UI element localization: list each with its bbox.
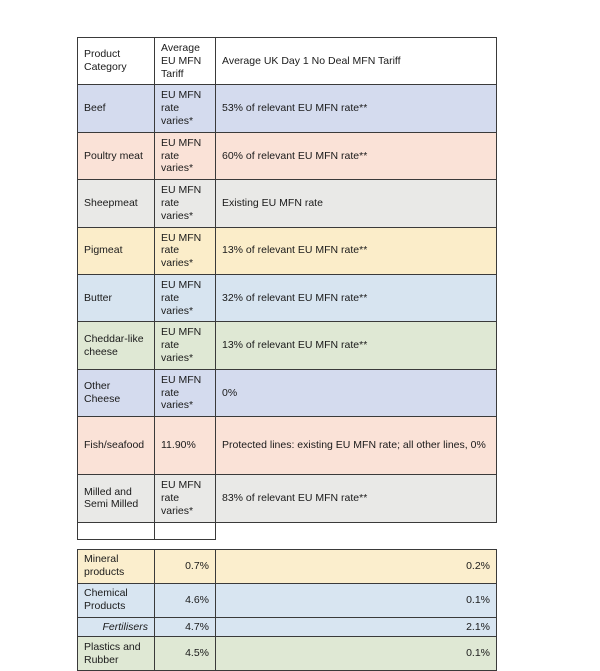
cell-text-line: EU MFN [161, 479, 202, 492]
cell-eu-mfn-tariff: 0.7% [155, 549, 216, 583]
tariff-table-secondary [77, 549, 497, 671]
spacer-cell [78, 522, 155, 539]
cell-product-category: Butter [78, 274, 155, 321]
cell-text-line: EU MFN [161, 184, 202, 197]
tariff-table-container [77, 37, 496, 671]
cell-eu-mfn-tariff [155, 227, 216, 274]
header-line: Average [161, 42, 200, 54]
tariff-table-primary [77, 37, 497, 540]
cell-eu-mfn-tariff [155, 475, 216, 522]
cell-uk-day1-tariff: 0.1% [216, 637, 497, 671]
cell-eu-mfn-tariff [155, 180, 216, 227]
header-line: Category [84, 61, 127, 74]
column-header-uk-day1-tariff: Average UK Day 1 No Deal MFN Tariff [216, 38, 497, 85]
cell-uk-day1-tariff: Existing EU MFN rate [216, 180, 497, 227]
cell-uk-day1-tariff: 32% of relevant EU MFN rate** [216, 274, 497, 321]
cell-uk-day1-tariff: 60% of relevant EU MFN rate** [216, 132, 497, 179]
cell-text-line: EU MFN [161, 326, 202, 339]
cell-eu-mfn-tariff [155, 85, 216, 132]
cell-uk-day1-tariff: 53% of relevant EU MFN rate** [216, 85, 497, 132]
table-body-secondary [78, 549, 497, 671]
table-row [78, 227, 497, 274]
table-row [78, 637, 497, 671]
cell-uk-day1-tariff: Protected lines: existing EU MFN rate; all other lines, 0% [216, 417, 497, 475]
cell-text-line: Products [84, 600, 126, 613]
cell-text-line: Mineral [84, 553, 119, 566]
cell-text-line: cheese [84, 345, 118, 358]
table-row [78, 617, 497, 637]
cell-text-line: rate varies* [161, 291, 194, 317]
table-row [78, 417, 497, 475]
cell-product-category [78, 549, 155, 583]
column-header-eu-mfn-tariff [155, 38, 216, 85]
cell-uk-day1-tariff: 0.2% [216, 549, 497, 583]
header-row [78, 38, 497, 85]
cell-text-line: products [84, 566, 125, 579]
cell-text-line: rate varies* [161, 244, 194, 270]
table-spacer-row [78, 522, 497, 539]
cell-text-line: rate varies* [161, 386, 194, 412]
cell-uk-day1-tariff: 2.1% [216, 617, 497, 637]
table-header [78, 38, 497, 85]
cell-uk-day1-tariff: 0% [216, 369, 497, 416]
cell-text-line: rate varies* [161, 491, 194, 517]
cell-text-line: Rubber [84, 653, 119, 666]
table-body-primary [78, 85, 497, 539]
cell-eu-mfn-tariff: 11.90% [155, 417, 216, 475]
cell-product-category [78, 322, 155, 369]
cell-eu-mfn-tariff: 4.5% [155, 637, 216, 671]
cell-product-category: Fish/seafood [78, 417, 155, 475]
cell-eu-mfn-tariff: 4.6% [155, 583, 216, 617]
cell-product-category: Sheepmeat [78, 180, 155, 227]
table-row [78, 475, 497, 522]
cell-text-line: EU MFN [161, 89, 202, 102]
cell-text-line: rate varies* [161, 196, 194, 222]
cell-text-line: rate varies* [161, 149, 194, 175]
cell-product-category: Other Cheese [78, 369, 155, 416]
cell-text-line: EU MFN [161, 278, 202, 291]
cell-eu-mfn-tariff: 4.7% [155, 617, 216, 637]
cell-text-line: Milled and [84, 485, 132, 498]
cell-text-line: EU MFN [161, 373, 202, 386]
cell-eu-mfn-tariff [155, 322, 216, 369]
cell-eu-mfn-tariff [155, 132, 216, 179]
cell-uk-day1-tariff: 13% of relevant EU MFN rate** [216, 322, 497, 369]
cell-eu-mfn-tariff [155, 369, 216, 416]
spacer-cell [216, 522, 497, 539]
cell-uk-day1-tariff: 13% of relevant EU MFN rate** [216, 227, 497, 274]
header-line: EU MFN [161, 54, 202, 67]
cell-product-category: Beef [78, 85, 155, 132]
table-row [78, 322, 497, 369]
cell-product-category [78, 583, 155, 617]
cell-product-category [78, 475, 155, 522]
header-line: Tariff [161, 67, 184, 80]
table-row [78, 583, 497, 617]
cell-eu-mfn-tariff [155, 274, 216, 321]
cell-product-category [78, 637, 155, 671]
cell-product-category: Poultry meat [78, 132, 155, 179]
spacer-cell [155, 522, 216, 539]
table-row [78, 369, 497, 416]
cell-text-line: Plastics and [84, 641, 141, 654]
cell-text-line: EU MFN [161, 231, 202, 244]
cell-text-line: rate varies* [161, 339, 194, 364]
column-header-product-category [78, 38, 155, 85]
cell-product-category: Pigmeat [78, 227, 155, 274]
cell-text-line: rate varies* [161, 102, 194, 127]
cell-product-category: Fertilisers [78, 617, 155, 637]
cell-uk-day1-tariff: 0.1% [216, 583, 497, 617]
cell-text-line: Semi Milled [84, 498, 139, 511]
cell-text-line: Chemical [84, 587, 128, 600]
table-row [78, 85, 497, 132]
table-row [78, 180, 497, 227]
cell-text-line: Cheddar-like [84, 332, 144, 345]
header-line: Product [84, 48, 121, 61]
table-row [78, 549, 497, 583]
table-row [78, 132, 497, 179]
cell-uk-day1-tariff: 83% of relevant EU MFN rate** [216, 475, 497, 522]
table-row [78, 274, 497, 321]
cell-text-line: EU MFN [161, 136, 202, 149]
